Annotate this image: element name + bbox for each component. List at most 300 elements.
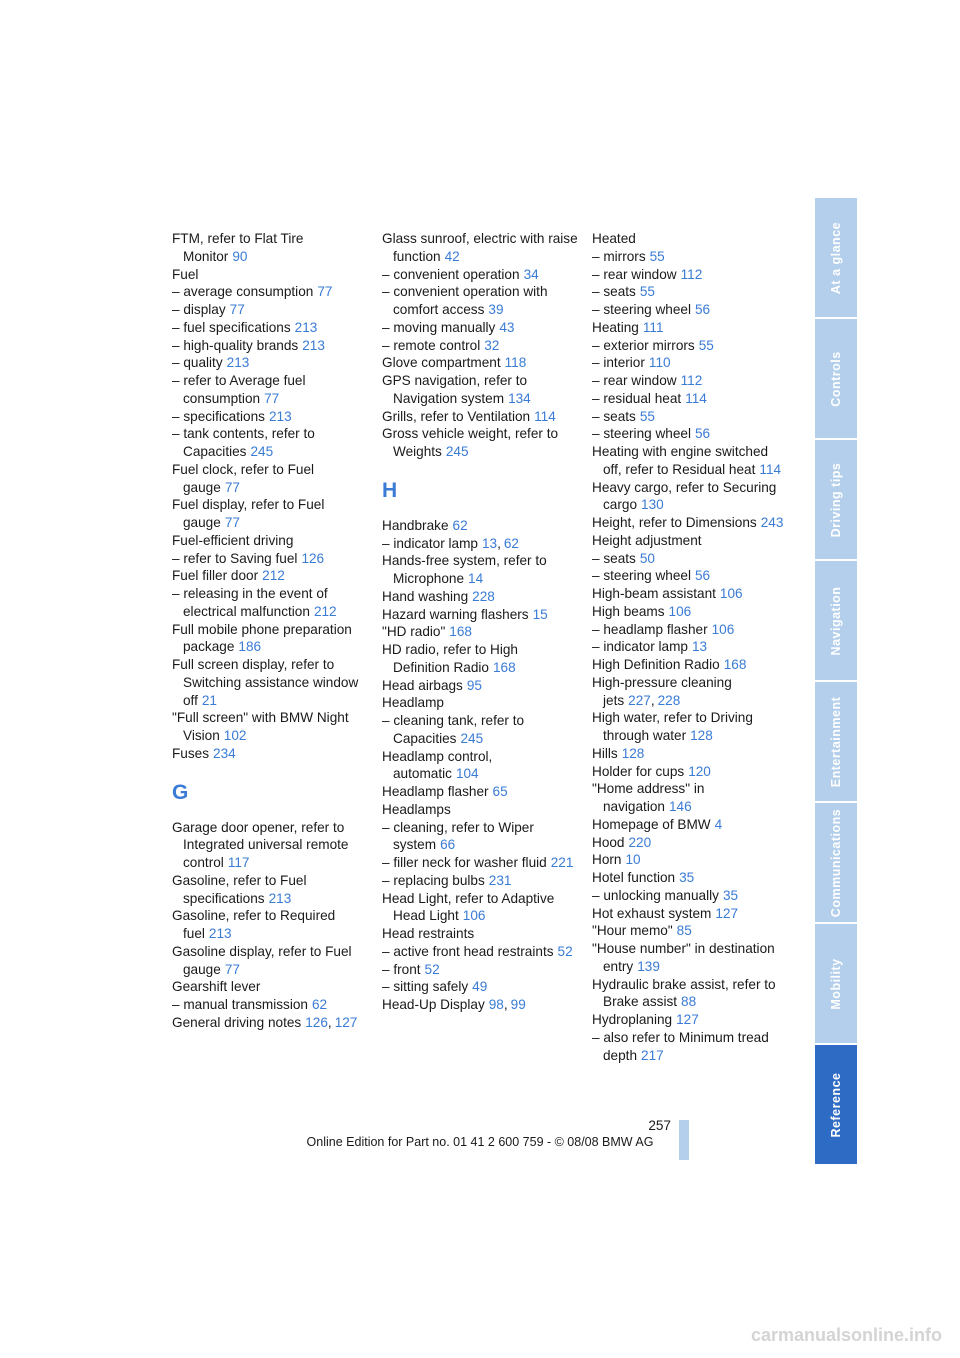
tab-driving-tips[interactable] (815, 440, 857, 559)
index-entry (592, 621, 788, 639)
index-term: Heavy cargo, refer to Securing cargo (592, 479, 777, 513)
index-term: – exterior mirrors (592, 337, 695, 353)
index-term: – front (382, 961, 421, 977)
index-term: Hands-free system, refer to Microphone (382, 553, 547, 586)
page-link[interactable]: 34 (523, 266, 539, 282)
index-entry (382, 801, 578, 819)
page-link[interactable]: 88 (681, 994, 697, 1010)
index-entry (382, 319, 578, 337)
page-link[interactable]: 21 (201, 692, 217, 708)
page-link[interactable]: 127 (334, 1014, 358, 1030)
tab-label: Controls (829, 350, 843, 407)
page-link[interactable]: 39 (488, 302, 504, 317)
tab-communications[interactable] (815, 803, 857, 922)
page-link[interactable]: 52 (557, 943, 573, 959)
index-entry (172, 301, 368, 319)
page-link[interactable]: 66 (440, 837, 456, 853)
page-link[interactable]: 85 (676, 923, 692, 939)
index-term: Glass sunroof, electric with raise function (382, 231, 578, 264)
page-link[interactable]: 112 (680, 266, 703, 282)
tab-label: Navigation (829, 586, 843, 655)
tab-label: At a glance (829, 221, 843, 294)
page-link[interactable]: 114 (534, 408, 556, 424)
index-term: – interior (592, 355, 645, 371)
page-link[interactable]: 14 (468, 571, 484, 586)
page-link[interactable]: 134 (508, 390, 531, 406)
page-link[interactable]: 56 (695, 426, 711, 442)
page-link[interactable]: 90 (232, 248, 248, 264)
index-term: Hood (592, 834, 625, 850)
index-term: – quality (172, 355, 223, 371)
index-term: – filler neck for washer fluid (382, 855, 547, 870)
index-entry (172, 709, 368, 745)
index-term: Fuel-efficient driving (172, 532, 294, 548)
index-term: Garage door opener, refer to Integrated universal remote control (172, 819, 349, 870)
index-entry (592, 585, 788, 603)
index-entry (592, 940, 788, 976)
index-entry (172, 230, 368, 266)
index-entry (592, 283, 788, 301)
index-term: High water, refer to Driving through water (592, 710, 753, 743)
index-entry (592, 532, 788, 550)
index-entry (592, 869, 788, 887)
index-term: Headlamp control, automatic (382, 748, 493, 782)
page-link[interactable]: 126 (305, 1014, 328, 1030)
index-term: – replacing bulbs (382, 872, 485, 888)
index-entry (382, 890, 578, 926)
index-term: Hills (592, 745, 618, 761)
index-entry (382, 517, 578, 535)
page-link[interactable]: 77 (224, 515, 240, 530)
page-link[interactable]: 56 (695, 302, 711, 317)
tab-navigation[interactable] (815, 561, 857, 680)
index-entry (172, 943, 368, 979)
index-entry (382, 677, 578, 695)
index-term: – seats (592, 408, 636, 424)
index-entry (592, 656, 788, 674)
index-term: Full mobile phone preparation package (172, 621, 352, 655)
page-link[interactable]: 55 (698, 337, 714, 353)
index-term: Handbrake (382, 517, 449, 533)
page-link[interactable]: 117 (227, 855, 250, 870)
page-link[interactable]: 213 (294, 319, 318, 335)
page-link[interactable]: 4 (714, 816, 723, 832)
index-term: High-beam assistant (592, 586, 716, 601)
page-link[interactable]: 245 (250, 444, 274, 459)
page-link[interactable]: 220 (628, 834, 652, 850)
page-link[interactable]: 13 (481, 535, 498, 551)
page-link[interactable]: 77 (264, 390, 280, 406)
index-entry (592, 550, 788, 568)
index-term: Heating with engine switched off, refer to Residual heat (592, 444, 769, 477)
index-term: Fuel display, refer to Fuel gauge (172, 497, 325, 530)
index-term: – indicator lamp (382, 535, 478, 551)
tab-label: Entertainment (829, 696, 843, 787)
page-link[interactable]: 221 (550, 855, 574, 870)
page-link[interactable]: 106 (719, 586, 743, 601)
index-entry (172, 532, 368, 550)
index-entry (382, 552, 578, 588)
page-link[interactable]: 13 (691, 639, 708, 655)
index-term: Holder for cups (592, 763, 685, 779)
page-link[interactable]: 102 (223, 728, 247, 743)
index-term: Horn (592, 852, 622, 868)
page-link[interactable]: 49 (472, 979, 488, 995)
page-link[interactable]: 62 (312, 997, 328, 1012)
index-entry (592, 301, 788, 319)
index-entry (592, 816, 788, 834)
page-link[interactable]: 213 (268, 408, 292, 424)
index-term: "Home address" in navigation (592, 781, 705, 814)
index-entry (172, 372, 368, 408)
index-entry (592, 1011, 788, 1029)
page-link[interactable]: 106 (462, 908, 486, 924)
page-link[interactable]: 35 (722, 887, 739, 903)
index-term: "HD radio" (382, 624, 446, 640)
index-entry (172, 819, 368, 872)
footer-text: Online Edition for Part no. 01 41 2 600 759 - © 08/08 BMW AG (306, 1135, 654, 1149)
watermark: carmanualsonline.info (750, 1325, 942, 1345)
page-link[interactable]: 213 (268, 890, 292, 906)
tab-entertainment[interactable] (815, 682, 857, 801)
page-link[interactable]: 168 (449, 624, 472, 640)
index-term: – refer to Average fuel consumption (172, 373, 306, 406)
index-term: Head Light, refer to Adaptive Head Light (382, 890, 555, 924)
index-entry (592, 354, 788, 372)
index-entry (382, 819, 578, 855)
index-entry (382, 425, 578, 461)
page-link[interactable]: 106 (711, 621, 735, 637)
index-entry (172, 996, 368, 1014)
index-term: HD radio, refer to High Definition Radio (382, 642, 518, 675)
index-entry (382, 354, 578, 372)
index-term: Homepage of BMW (592, 816, 711, 832)
page-link[interactable]: 77 (317, 284, 333, 300)
index-entry (382, 606, 578, 624)
index-entry (382, 854, 578, 872)
index-term: – indicator lamp (592, 639, 688, 655)
index-entry (382, 283, 578, 319)
index-entry (172, 621, 368, 657)
index-entry (172, 461, 368, 497)
page-separator: , (503, 997, 508, 1012)
page-separator: , (650, 692, 655, 708)
index-entry (592, 390, 788, 408)
page-link[interactable]: 32 (484, 337, 500, 353)
index-entry (382, 641, 578, 677)
index-entry (382, 535, 578, 553)
page-separator: , (327, 1014, 332, 1030)
index-term: "House number" in destination entry (592, 941, 775, 974)
index-term: Hydraulic brake assist, refer to Brake assist (592, 976, 776, 1010)
index-entry (172, 550, 368, 568)
index-term: Gasoline, refer to Fuel specifications (172, 872, 307, 906)
index-entry (172, 872, 368, 908)
index-term: – convenient operation (382, 266, 520, 282)
index-term: – rear window (592, 373, 677, 388)
index-entry (382, 694, 578, 712)
index-entry (382, 337, 578, 355)
index-term: – manual transmission (172, 997, 308, 1012)
index-column-2 (382, 230, 578, 1014)
index-term: Glove compartment (382, 355, 501, 371)
page-link[interactable]: 114 (685, 390, 707, 406)
index-entry (382, 961, 578, 979)
index-term: Hot exhaust system (592, 905, 712, 921)
page-link[interactable]: 77 (229, 302, 245, 317)
index-entry (592, 319, 788, 337)
index-term: – residual heat (592, 390, 682, 406)
page-link[interactable]: 168 (723, 657, 747, 672)
index-entry (172, 585, 368, 621)
index-term: Head-Up Display (382, 997, 485, 1012)
page-link[interactable]: 95 (466, 677, 482, 693)
index-term: Gearshift lever (172, 979, 261, 995)
index-entry (382, 943, 578, 961)
section-letter: H (382, 478, 398, 502)
index-term: – cleaning, refer to Wiper system (382, 819, 534, 853)
page-link[interactable]: 55 (649, 248, 665, 264)
index-term: Hand washing (382, 588, 469, 604)
page-link[interactable]: 245 (445, 444, 469, 459)
index-term: Head airbags (382, 677, 463, 693)
page-link[interactable]: 106 (668, 603, 692, 619)
section-tab-bar (815, 198, 857, 1166)
page-link[interactable]: 128 (690, 728, 713, 743)
index-entry (382, 783, 578, 801)
index-entry (382, 925, 578, 943)
index-entry (592, 887, 788, 905)
index-entry (382, 872, 578, 890)
page-link[interactable]: 112 (680, 373, 703, 388)
index-term: – high-quality brands (172, 337, 299, 353)
page-link[interactable]: 10 (625, 852, 641, 868)
index-entry (382, 230, 578, 266)
tab-mobility[interactable] (815, 924, 857, 1043)
page-link[interactable]: 62 (452, 517, 468, 533)
index-entry (172, 496, 368, 532)
page-link[interactable]: 139 (637, 958, 660, 974)
tab-label: Reference (829, 1072, 843, 1137)
index-entry (592, 638, 788, 656)
page-link[interactable]: 111 (642, 319, 664, 335)
page-link[interactable]: 217 (641, 1047, 664, 1063)
index-term: Headlamps (382, 801, 451, 817)
page-link[interactable]: 126 (301, 550, 325, 566)
page-link[interactable]: 228 (472, 588, 495, 604)
index-term: Hydroplaning (592, 1012, 673, 1027)
index-term: – specifications (172, 408, 265, 424)
index-term: Fuel (172, 266, 199, 282)
index-entry (172, 978, 368, 996)
index-entry (592, 905, 788, 923)
page-link[interactable]: 118 (504, 355, 527, 371)
index-term: – fuel specifications (172, 319, 291, 335)
page-link[interactable]: 42 (444, 248, 460, 264)
index-term: High beams (592, 603, 665, 619)
page-link[interactable]: 62 (503, 535, 519, 551)
page-link[interactable]: 35 (679, 870, 695, 885)
index-entry (172, 907, 368, 943)
index-entry (592, 567, 788, 585)
page-link[interactable]: 120 (688, 763, 711, 779)
index-term: – tank contents, refer to Capacities (172, 426, 315, 459)
index-entry (382, 978, 578, 996)
page-link[interactable]: 77 (224, 479, 240, 495)
index-term: – moving manually (382, 319, 496, 335)
index-entry (592, 745, 788, 763)
index-entry (382, 712, 578, 748)
index-term: Hotel function (592, 870, 676, 885)
page-link[interactable]: 245 (460, 730, 484, 746)
page-link[interactable]: 213 (302, 337, 325, 353)
index-entry (172, 408, 368, 426)
index-entry (592, 479, 788, 515)
page-link[interactable]: 234 (213, 745, 236, 761)
index-column-3 (592, 230, 788, 1064)
index-entry (592, 976, 788, 1012)
index-term: "Hour memo" (592, 923, 673, 939)
page-link[interactable]: 15 (532, 606, 548, 622)
index-term: Gasoline, refer to Required fuel (172, 908, 336, 941)
page-link[interactable]: 99 (510, 997, 526, 1012)
index-term: – steering wheel (592, 568, 691, 584)
index-term: – steering wheel (592, 426, 691, 442)
index-entry (172, 656, 368, 709)
index-entry (592, 851, 788, 869)
index-entry (172, 1014, 368, 1032)
index-entry (172, 283, 368, 301)
index-term: – rear window (592, 266, 677, 282)
index-term: – seats (592, 284, 636, 300)
index-term: High-pressure cleaning jets (592, 674, 732, 708)
page-link[interactable]: 146 (668, 799, 692, 814)
index-entry (382, 623, 578, 641)
index-entry (592, 674, 788, 710)
index-entry (592, 780, 788, 816)
index-term: – convenient operation with comfort access (382, 284, 548, 317)
index-term: FTM, refer to Flat Tire Monitor (172, 231, 304, 264)
page-link[interactable]: 213 (208, 926, 232, 941)
page-link[interactable]: 212 (262, 568, 285, 584)
index-entry (592, 425, 788, 443)
page-link[interactable]: 98 (488, 997, 504, 1012)
index-term: – cleaning tank, refer to Capacities (382, 713, 525, 746)
page-link[interactable]: 104 (455, 766, 479, 782)
index-term: – unlocking manually (592, 887, 719, 903)
page-link[interactable]: 55 (639, 408, 655, 424)
index-term: – display (172, 302, 226, 317)
tab-at-a-glance[interactable] (815, 198, 857, 317)
index-entry (592, 266, 788, 284)
index-entry (592, 443, 788, 479)
page-link[interactable]: 127 (676, 1012, 699, 1027)
index-term: Gross vehicle weight, refer to Weights (382, 426, 559, 459)
index-entry (382, 588, 578, 606)
index-entry (592, 372, 788, 390)
index-entry (172, 354, 368, 372)
tab-label: Communications (829, 808, 843, 917)
index-entry (592, 922, 788, 940)
index-entry (382, 748, 578, 784)
page-number: 257 (648, 1118, 671, 1133)
index-term: Grills, refer to Ventilation (382, 408, 531, 424)
index-term: General driving notes (172, 1014, 302, 1030)
index-entry (592, 763, 788, 781)
index-term: Head restraints (382, 926, 475, 941)
page-separator: , (497, 535, 501, 551)
section-letter: G (172, 780, 189, 804)
index-entry (592, 514, 788, 532)
page-link[interactable]: 227 (628, 692, 651, 708)
page-link[interactable]: 213 (226, 355, 250, 371)
page-link[interactable]: 228 (657, 692, 681, 708)
index-entry (592, 337, 788, 355)
index-entry (592, 834, 788, 852)
index-term: Fuses (172, 745, 210, 761)
page-link[interactable]: 127 (715, 905, 739, 921)
page-link[interactable]: 56 (695, 568, 711, 584)
index-term: Heating (592, 319, 639, 335)
index-entry (172, 425, 368, 461)
page-link[interactable]: 243 (760, 515, 784, 530)
index-term: – also refer to Minimum tread depth (592, 1029, 769, 1063)
index-entry (172, 266, 368, 284)
index-term: Gasoline display, refer to Fuel gauge (172, 943, 352, 977)
index-entry (172, 745, 368, 763)
index-term: – average consumption (172, 284, 314, 300)
index-term: GPS navigation, refer to Navigation system (382, 373, 528, 406)
index-entry (382, 372, 578, 408)
tab-controls[interactable] (815, 319, 857, 438)
page-link[interactable]: 186 (238, 639, 262, 655)
index-term: Full screen display, refer to Switching assistance window off (172, 657, 359, 708)
index-term: Height, refer to Dimensions (592, 515, 757, 530)
index-term: – sitting safely (382, 979, 469, 995)
index-term: Fuel clock, refer to Fuel gauge (172, 461, 315, 495)
page-link[interactable]: 55 (639, 284, 655, 300)
index-term: Height adjustment (592, 532, 702, 548)
index-entry (592, 709, 788, 745)
index-term: – headlamp flasher (592, 621, 708, 637)
page-link[interactable]: 130 (641, 497, 664, 513)
index-term: – mirrors (592, 248, 646, 264)
index-term: – steering wheel (592, 302, 691, 317)
page-link[interactable]: 52 (424, 961, 440, 977)
index-entry (382, 266, 578, 284)
page-link[interactable]: 50 (639, 550, 655, 566)
index-entry (172, 337, 368, 355)
index-term: Headlamp (382, 695, 444, 711)
page-link[interactable]: 110 (648, 355, 671, 371)
index-entry (382, 996, 578, 1014)
index-entry (592, 230, 788, 248)
page-link[interactable]: 128 (621, 745, 645, 761)
page-link[interactable]: 168 (492, 659, 516, 675)
page-link[interactable]: 65 (492, 784, 508, 799)
index-entry (592, 248, 788, 266)
index-entry (382, 408, 578, 426)
page-link[interactable]: 114 (759, 461, 782, 477)
page-link[interactable]: 43 (499, 319, 515, 335)
tab-label: Driving tips (829, 462, 843, 537)
page-link[interactable]: 212 (313, 603, 337, 619)
index-term: Headlamp flasher (382, 784, 489, 799)
index-term: – remote control (382, 337, 481, 353)
page-link[interactable]: 77 (224, 961, 240, 977)
index-term: Fuel filler door (172, 568, 259, 584)
page-link[interactable]: 231 (488, 872, 512, 888)
